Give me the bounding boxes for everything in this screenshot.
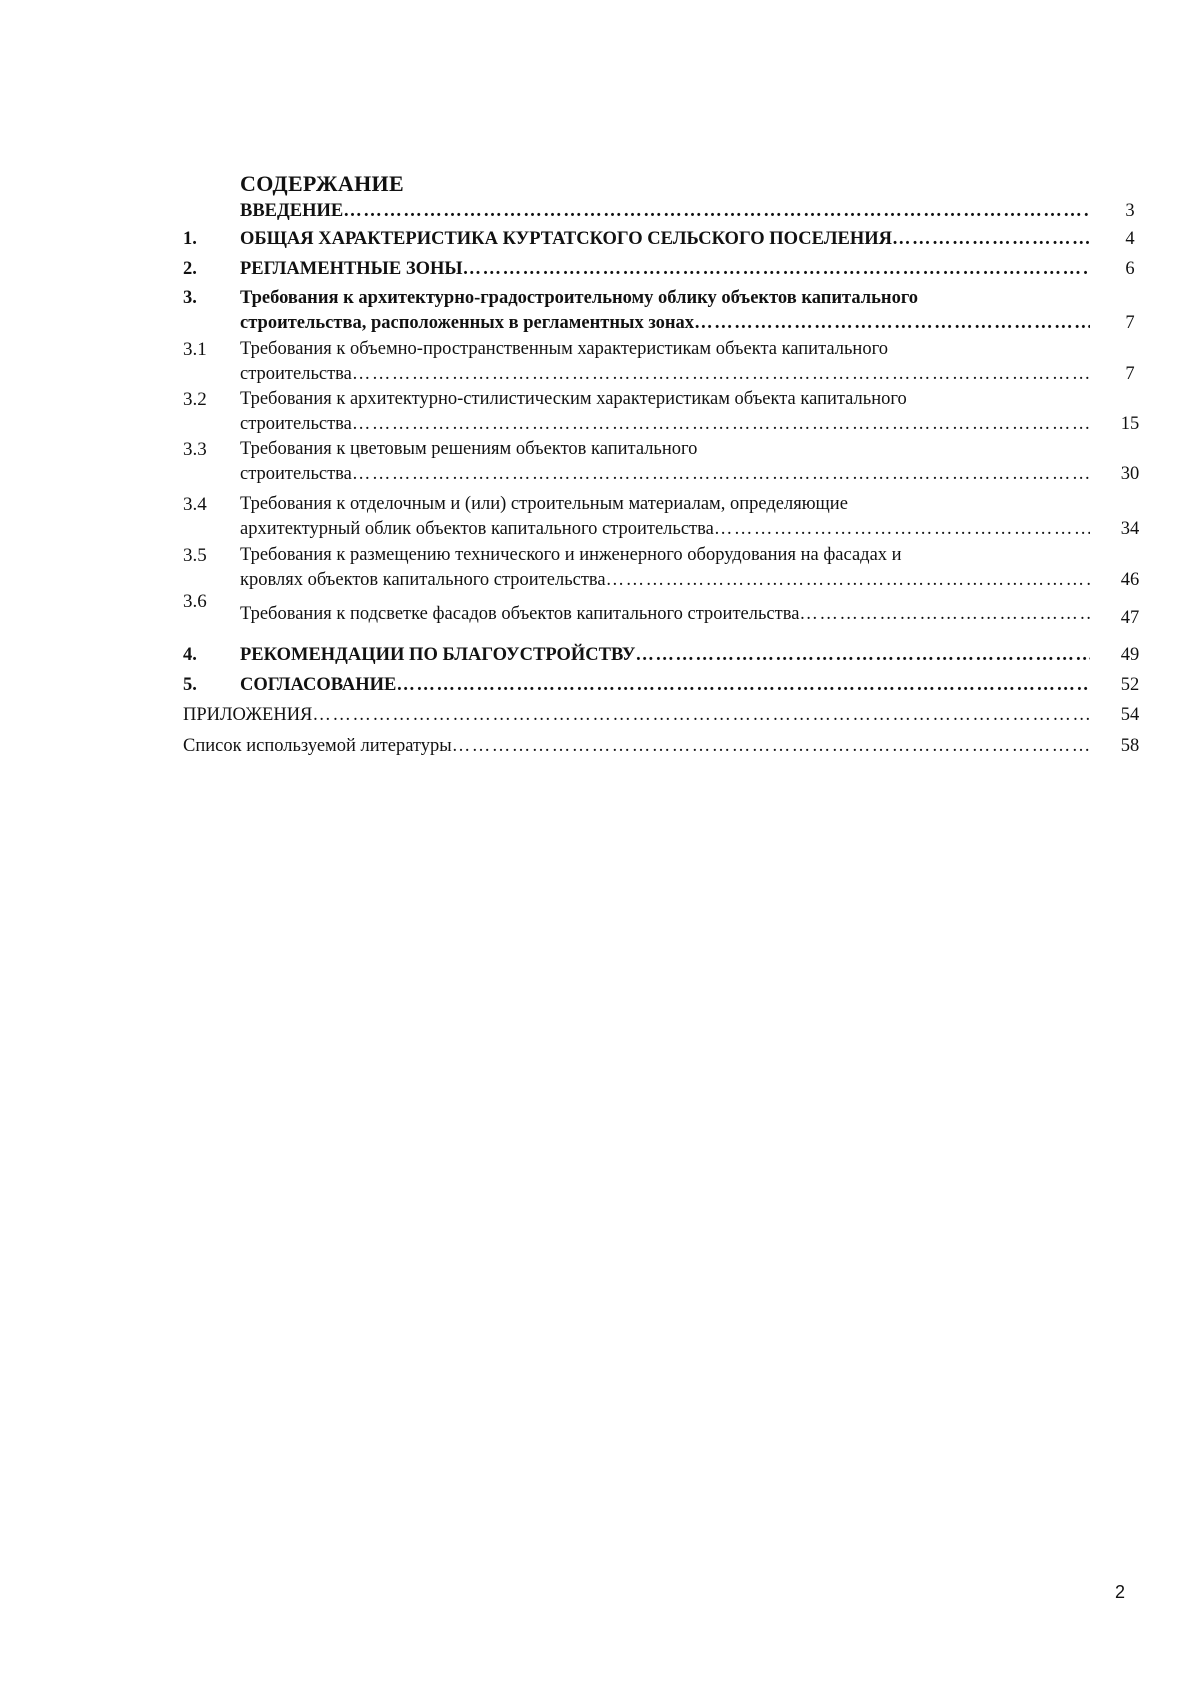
- toc-entry-title: ОБЩАЯ ХАРАКТЕРИСТИКА КУРТАТСКОГО СЕЛЬСКОГО ПОСЕЛЕНИЯ: [240, 229, 892, 249]
- toc-entry-title: Список используемой литературы: [183, 736, 452, 756]
- toc-entry-number: 1.: [183, 229, 197, 249]
- toc-entry-page: 52: [1120, 675, 1140, 695]
- toc-entry-number: 2.: [183, 259, 197, 279]
- toc-entry-title: Требования к архитектурно-градостроительному облику объектов капитального: [240, 288, 919, 308]
- toc-entry-title: СОГЛАСОВАНИЕ: [240, 675, 397, 695]
- toc-entry-title: ВВЕДЕНИЕ: [240, 201, 344, 221]
- toc-entry-page: 15: [1120, 414, 1140, 434]
- toc-entry-number: 3.2: [183, 389, 207, 410]
- toc-entry-title: ПРИЛОЖЕНИЯ: [183, 705, 313, 725]
- toc-entry-number: 3.6: [183, 591, 207, 612]
- dot-leader: [452, 734, 1090, 759]
- toc-entry-title-continued: строительства: [240, 464, 352, 484]
- dot-leader: [694, 311, 1090, 336]
- toc-entry-title-continued: строительства: [240, 414, 352, 434]
- toc-entry-page: 3: [1125, 201, 1135, 221]
- toc-entry-page: 34: [1120, 519, 1140, 539]
- toc-entry-title: Требования к отделочным и (или) строительным материалам, определяющие: [240, 494, 848, 514]
- toc-entry-title: Требования к размещению технического и инженерного оборудования на фасадах и: [240, 545, 902, 565]
- toc-entry-title: РЕКОМЕНДАЦИИ ПО БЛАГОУСТРОЙСТВУ: [240, 645, 636, 665]
- toc-entry-page: 7: [1125, 364, 1135, 384]
- toc-entry-page: 30: [1120, 464, 1140, 484]
- toc-entry-number: 3.1: [183, 339, 207, 360]
- dot-leader: [352, 462, 1090, 487]
- dot-leader: [343, 199, 1090, 224]
- toc-entry-title: Требования к объемно-пространственным характеристикам объекта капитального: [240, 339, 888, 359]
- toc-entry-number: 4.: [183, 645, 197, 665]
- toc-entry-page: 4: [1125, 229, 1135, 249]
- toc-entry-page: 54: [1120, 705, 1140, 725]
- toc-entry-page: 7: [1125, 313, 1135, 333]
- dot-leader: [606, 568, 1090, 593]
- toc-entry-page: 46: [1120, 570, 1140, 590]
- toc-entry-title: Требования к архитектурно-стилистическим характеристикам объекта капитального: [240, 389, 907, 409]
- toc-entry-title-continued: кровлях объектов капитального строительства: [240, 570, 606, 590]
- toc-entry-title: Требования к подсветке фасадов объектов капитального строительства: [240, 604, 800, 624]
- toc-entry-page: 6: [1125, 259, 1135, 279]
- dot-leader: [635, 643, 1090, 668]
- toc-entry-title-continued: строительства: [240, 364, 352, 384]
- toc-entry-number: 5.: [183, 675, 197, 695]
- page-number: 2: [1114, 1582, 1125, 1602]
- dot-leader: [799, 602, 1090, 627]
- toc-entry-title-continued: архитектурный облик объектов капитального строительства: [240, 519, 714, 539]
- toc-entry-page: 47: [1120, 608, 1140, 628]
- dot-leader: [396, 673, 1090, 698]
- toc-entry-title: Требования к цветовым решениям объектов капитального: [240, 439, 698, 459]
- toc-entry-number: 3.: [183, 288, 197, 308]
- toc-entry-number: 3.4: [183, 494, 207, 515]
- toc-entry-number: 3.5: [183, 545, 207, 566]
- toc-entry-title-continued: строительства, расположенных в регламентных зонах: [240, 313, 695, 333]
- dot-leader: [463, 257, 1090, 282]
- dot-leader: [312, 703, 1090, 728]
- toc-entry-number: 3.3: [183, 439, 207, 460]
- dot-leader: [352, 412, 1090, 437]
- toc-title: СОДЕРЖАНИЕ: [240, 171, 404, 196]
- toc-entry-page: 49: [1120, 645, 1140, 665]
- dot-leader: [352, 362, 1090, 387]
- dot-leader: [714, 517, 1090, 542]
- toc-entry-page: 58: [1120, 736, 1140, 756]
- dot-leader: [892, 227, 1090, 252]
- toc-entry-title: РЕГЛАМЕНТНЫЕ ЗОНЫ: [240, 259, 463, 279]
